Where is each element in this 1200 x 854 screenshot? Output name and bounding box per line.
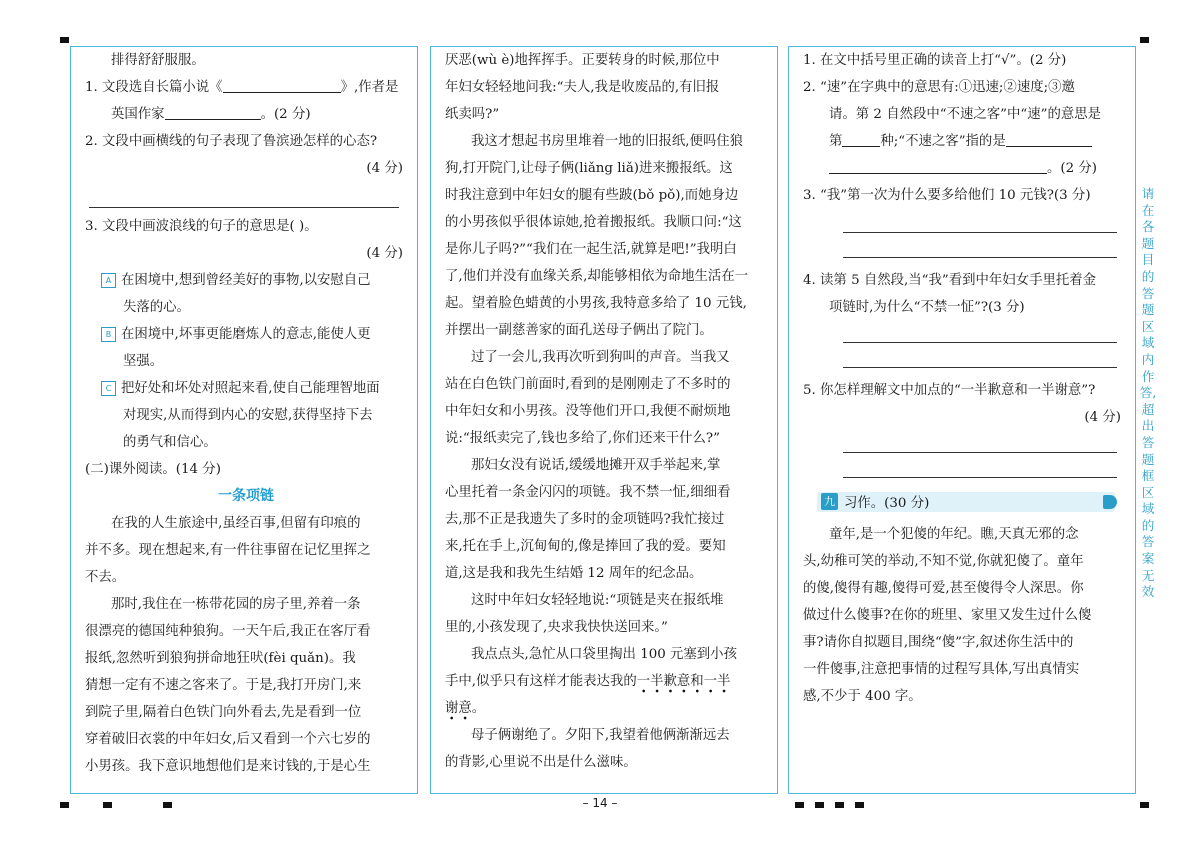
option-a-badge[interactable]: A	[101, 273, 116, 288]
registration-mark	[1140, 37, 1149, 43]
text-line: 时我注意到中年妇女的腿有些跛(bǒ pǒ),而她身边	[445, 188, 739, 203]
blank-line[interactable]	[842, 132, 880, 147]
text-line: 站在白色铁门前面时,看到的是刚刚走了不多时的	[445, 377, 731, 392]
side-notice: 请在各题目的答题区域内作答,超出答题框区域的答案无效	[1139, 186, 1157, 600]
answer-line[interactable]	[843, 342, 1117, 343]
reading-column-2	[430, 46, 778, 794]
option-b-cont: 坚强。	[123, 354, 164, 369]
text-line: 穿着破旧衣裳的中年妇女,后又看到一个六七岁的	[85, 732, 371, 747]
text-line: 来,托在手上,沉甸甸的,像是捧回了我的爱。要知	[445, 539, 726, 554]
question-2: 2. 文段中画横线的句子表现了鲁滨逊怎样的心态?	[85, 134, 378, 149]
question-2-cont: 请。第 2 自然段中“不速之客”中“速”的意思是	[829, 107, 1102, 122]
question-4: 4. 读第 5 自然段,当“我”看到中年妇女手里托着金	[803, 273, 1097, 288]
text-line: 的小男孩似乎很体谅她,抢着搬报纸。我顺口问:“这	[445, 215, 742, 230]
text-line: 我这才想起书房里堆着一地的旧报纸,便吗住狼	[471, 134, 744, 149]
text-line: 不去。	[85, 570, 126, 585]
prompt-line: 做过什么傻事?在你的班里、家里又发生过什么傻	[803, 608, 1092, 623]
question-4-cont: 项链时,为什么“不禁一怔”?(3 分)	[829, 300, 1025, 315]
option-c[interactable]: C 把好处和坏处对照起来看,使自己能理智地面	[85, 375, 407, 402]
text-line: 小男孩。我下意识地想他们是来讨钱的,于是心生	[85, 759, 371, 774]
text-line: 厌恶(wù è)地挥挥手。正要转身的时候,那位中	[445, 53, 720, 68]
option-c-badge[interactable]: C	[101, 381, 116, 396]
blank-line[interactable]	[829, 159, 1047, 174]
text-line: 猜想一定有不速之客来了。于是,我打开房门,来	[85, 678, 362, 693]
tab-decoration-icon	[1103, 495, 1117, 509]
option-c-cont: 的勇气和信心。	[123, 435, 217, 450]
story-title: 一条项链	[218, 488, 274, 504]
text-line: 狗,打开院门,让母子俩(liǎng liǎ)进来搬报纸。这	[445, 161, 733, 176]
option-b[interactable]: B 在困境中,坏事更能磨炼人的意志,能使人更	[85, 321, 407, 348]
text-line: 了,他们并没有血缘关系,却能够相依为命地生活在一	[445, 269, 749, 284]
question-1-cont: 英国作家 。(2 分)	[111, 107, 311, 122]
answer-line[interactable]	[843, 367, 1117, 368]
question-1: 1. 在文中括号里正确的读音上打“√”。(2 分)	[803, 53, 1067, 68]
question-3: 3. 文段中画波浪线的句子的意思是( )。	[85, 219, 318, 234]
text-line: 很漂亮的德国纯种狼狗。一天午后,我正在客厅看	[85, 624, 371, 639]
text-line: 这时中年妇女轻轻地说:“项链是夹在报纸堆	[471, 593, 724, 608]
text-line: 年妇女轻轻地问我:“夫人,我是收废品的,有旧报	[445, 80, 720, 95]
registration-mark	[60, 37, 69, 43]
text-line: 里的,小孩发现了,央求我快快送回来。”	[445, 620, 668, 635]
option-c-cont: 对现实,从而得到内心的安慰,获得坚持下去	[123, 408, 373, 423]
prompt-line: 一件傻事,注意把事情的过程写具体,写出真情实	[803, 662, 1080, 677]
text-line: 报纸,忽然听到狼狗拼命地狂吠(fèi quǎn)。我	[85, 651, 356, 666]
text-line: 母子俩谢绝了。夕阳下,我望着他俩渐渐远去	[471, 728, 730, 743]
question-5: 5. 你怎样理解文中加点的“一半歉意和一半谢意”?	[803, 383, 1096, 398]
answer-line[interactable]	[843, 257, 1117, 258]
text-line: 去,那不正是我遗失了多时的金项链吗?我忙接过	[445, 512, 725, 527]
dotted-emphasis: 一半歉意和一半	[637, 674, 731, 694]
question-2: 2. “速”在字典中的意思有:①迅速;②速度;③邀	[803, 80, 1075, 95]
prompt-line: 感,不少于 400 字。	[803, 689, 922, 704]
text-line: 起。望着脸色蜡黄的小男孩,我特意多给了 10 元钱,	[445, 296, 747, 311]
answer-line[interactable]	[843, 232, 1117, 233]
dotted-emphasis: 谢意	[445, 701, 472, 721]
text-line: 的背影,心里说不出是什么滋味。	[445, 755, 637, 770]
text-line: 并摆出一副慈善家的面孔送母子俩出了院门。	[445, 323, 713, 338]
prompt-line: 的傻,傻得有趣,傻得可爱,甚至傻得令人深思。你	[803, 581, 1084, 596]
text-line: 是你儿子吗?”“我们在一起生活,就算是吧!”我明白	[445, 242, 737, 257]
section-heading: (二)课外阅读。(14 分)	[85, 462, 221, 477]
blank-line[interactable]	[223, 78, 341, 93]
question-2-cont: 。(2 分)	[803, 155, 1125, 182]
prompt-line: 头,幼稚可笑的举动,不知不觉,你就犯傻了。童年	[803, 554, 1084, 569]
question-3: 3. “我”第一次为什么要多给他们 10 元钱?(3 分)	[803, 188, 1091, 203]
text-line: 道,这是我和我先生结婚 12 周年的纪念品。	[445, 566, 703, 581]
answer-column-1	[70, 46, 418, 794]
text-line: 中年妇女和小男孩。没等他们开口,我便不耐烦地	[445, 404, 731, 419]
option-b-badge[interactable]: B	[101, 327, 116, 342]
text-line: 谢意。	[445, 695, 767, 722]
text-line: 说:“报纸卖完了,钱也多给了,你们还来干什么?”	[445, 431, 720, 446]
text-line: 手中,似乎只有这样才能表达我的一半歉意和一半	[445, 668, 767, 695]
text-line: 心里托着一条金闪闪的项链。我不禁一怔,细细看	[445, 485, 731, 500]
option-a-cont: 失落的心。	[123, 300, 190, 315]
text-line: 到院子里,隔着白色铁门向外看去,先是看到一位	[85, 705, 362, 720]
text-line: 那时,我住在一栋带花园的房子里,养着一条	[111, 597, 361, 612]
blank-line[interactable]	[1006, 132, 1092, 147]
prompt-line: 童年,是一个犯傻的年纪。瞧,天真无邪的念	[829, 527, 1079, 542]
answer-line[interactable]	[843, 452, 1117, 453]
answer-line[interactable]	[843, 477, 1117, 478]
section-header-band	[817, 492, 1115, 512]
score-label: (4 分)	[366, 161, 403, 176]
option-a[interactable]: A 在困境中,想到曾经美好的事物,以安慰自己	[85, 267, 407, 294]
blank-line[interactable]	[165, 105, 261, 120]
text-line: 排得舒舒服服。	[111, 53, 205, 68]
text-line: 在我的人生旅途中,虽经百事,但留有印痕的	[111, 516, 361, 531]
page-number: – 14 –	[582, 796, 618, 810]
text-line: 那妇女没有说话,缓缓地摊开双手举起来,掌	[471, 458, 721, 473]
answer-line[interactable]	[89, 207, 399, 208]
question-1: 1. 文段选自长篇小说《 》,作者是	[85, 80, 399, 95]
text-line: 并不多。现在想起来,有一件往事留在记忆里挥之	[85, 543, 371, 558]
text-line: 过了一会儿,我再次听到狗叫的声音。当我又	[471, 350, 730, 365]
score-label: (4 分)	[366, 246, 403, 261]
answer-column-3	[788, 46, 1136, 794]
question-2-cont: 第 种;“不速之客”指的是	[803, 128, 1125, 155]
section-heading: 习作。(30 分)	[844, 496, 930, 511]
text-line: 我点点头,急忙从口袋里掏出 100 元塞到小孩	[471, 647, 737, 662]
score-label: (4 分)	[1084, 410, 1121, 425]
section-number-badge: 九	[821, 493, 838, 510]
text-line: 纸卖吗?”	[445, 107, 500, 122]
prompt-line: 事?请你自拟题目,围绕“傻”字,叙述你生活中的	[803, 635, 1074, 650]
